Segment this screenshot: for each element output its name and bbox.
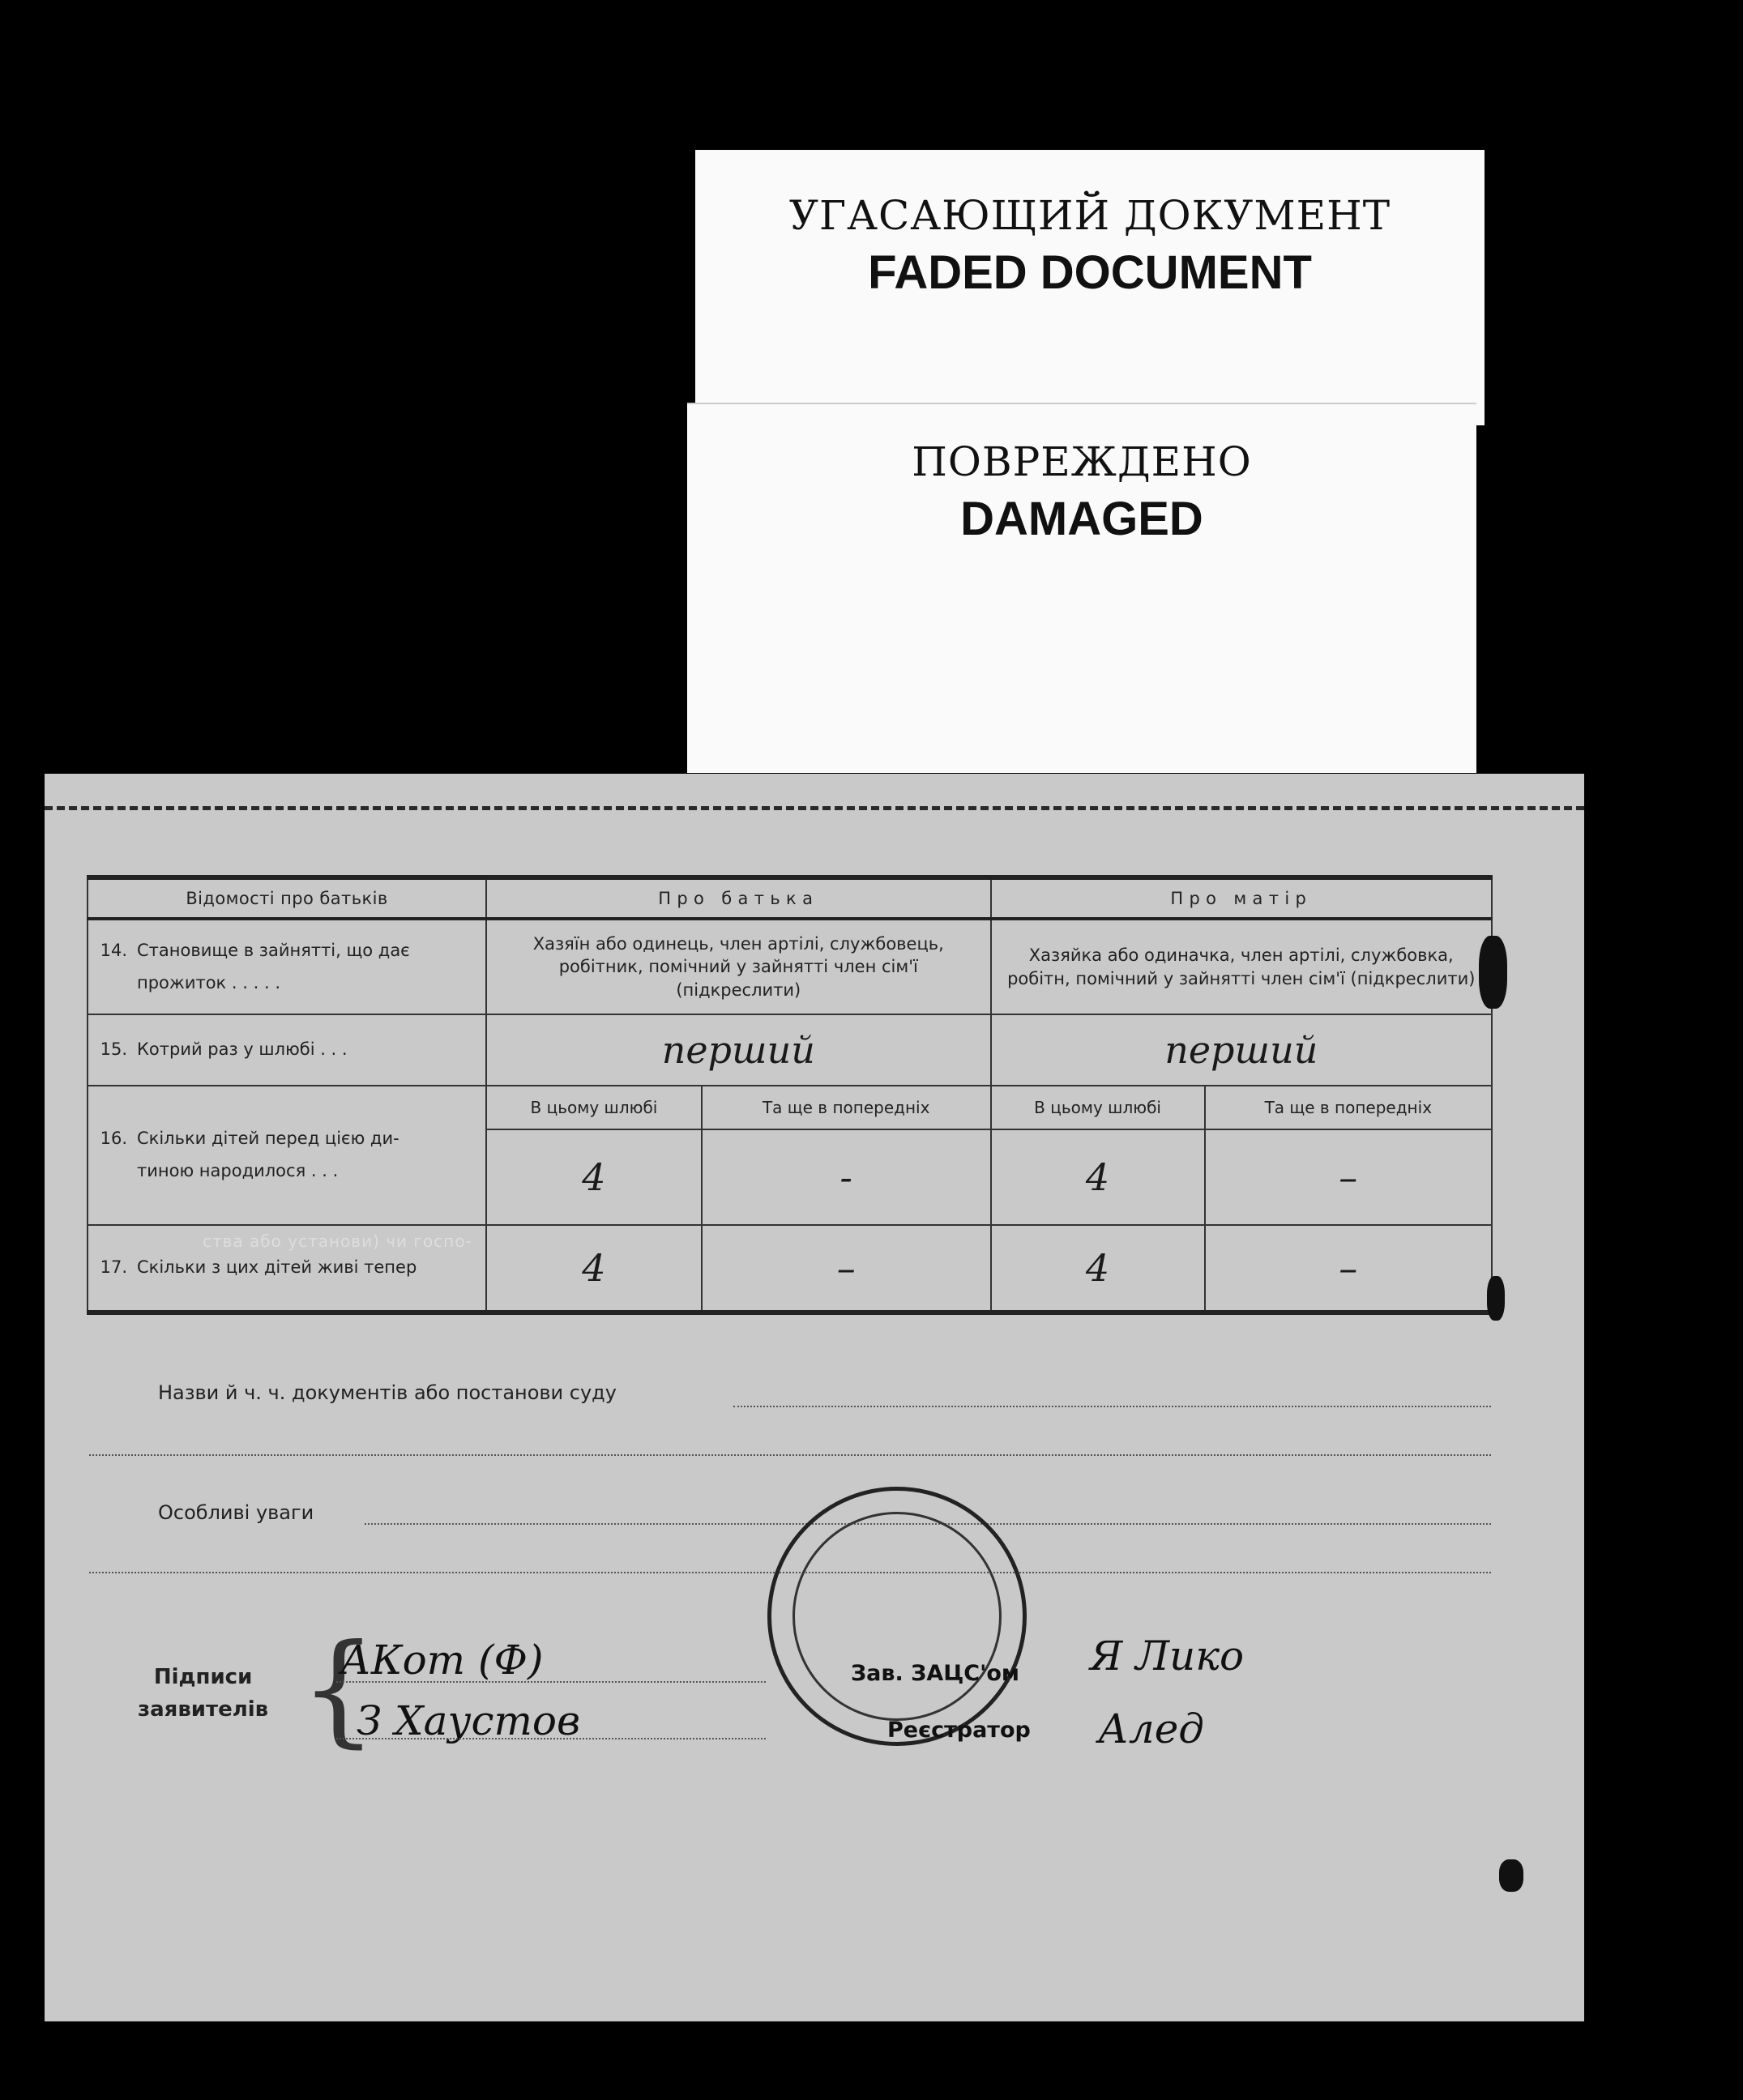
applicant-signature-1: АКот (Ф) — [340, 1637, 544, 1684]
damaged-document-card — [687, 403, 1476, 773]
form-sheet — [45, 774, 1584, 2021]
row-16-father-this: 4 — [486, 1129, 702, 1225]
header-parents-info: Відомості про батьків — [88, 877, 486, 919]
row-17-father-previous: – — [702, 1225, 991, 1312]
table-header-row — [88, 877, 1492, 919]
registrar-label: Реєстратор — [887, 1718, 1031, 1743]
row-15-label: 15. Котрий раз у шлюбі . . . — [88, 1014, 486, 1086]
damaged-notice-en: DAMAGED — [960, 493, 1203, 545]
header-father: Про батька — [486, 877, 991, 919]
official-signature-1: Я Лико — [1090, 1633, 1245, 1680]
official-signature-2: Алед — [1098, 1705, 1204, 1752]
subheader-father-previous: Та ще в попередніх — [702, 1086, 991, 1129]
row-14-label: 14. Становище в зайнятті, що дає прожиток . . . . . — [88, 919, 486, 1014]
row-16-mother-this: 4 — [991, 1129, 1205, 1225]
row-14-father-options: Хазяїн або одинець, член артілі, службовець, робітник, помічний у зайнятті член сім'ї (підкреслити) — [486, 919, 991, 1014]
header-mother: Про матір — [991, 877, 1492, 919]
row-subheaders — [88, 1086, 1492, 1129]
applicant-line-2 — [336, 1738, 766, 1739]
row-17-mother-previous: – — [1205, 1225, 1492, 1312]
row-14-mother-options: Хазяйка або одиначка, член артілі, службовка, робітн, помічний у зайнятті член сім'ї (підкреслити) — [991, 919, 1492, 1014]
row-16-label: 16. Скільки дітей перед цією ди- тиною народилося . . . — [88, 1086, 486, 1225]
subheader-mother-previous: Та ще в попередніх — [1205, 1086, 1492, 1129]
damaged-notice-ru: ПОВРЕЖДЕНО — [912, 438, 1252, 485]
applicants-signatures-label: Підписи заявителів — [138, 1665, 269, 1722]
brace-symbol: { — [300, 1619, 378, 1760]
faded-document-card — [695, 150, 1485, 425]
row-15 — [88, 1014, 1492, 1086]
row-17-mother-this: 4 — [991, 1225, 1205, 1312]
official-seal — [767, 1487, 1027, 1746]
row-14 — [88, 919, 1492, 1014]
row-15-mother-value: перший — [991, 1014, 1492, 1086]
documents-label: Назви й ч. ч. документів або постанови суду — [158, 1381, 617, 1404]
bottom-text-fragment: ства або установи) чи госпо- — [203, 1231, 472, 1251]
remarks-label: Особливі уваги — [158, 1501, 314, 1524]
perforation-line — [45, 806, 1584, 810]
faded-notice-en: FADED DOCUMENT — [868, 246, 1312, 299]
row-16-father-previous: - — [702, 1129, 991, 1225]
damage-spot — [1499, 1859, 1523, 1892]
faded-notice-ru: УГАСАЮЩИЙ ДОКУМЕНТ — [788, 192, 1391, 239]
row-15-father-value: перший — [486, 1014, 991, 1086]
row-16-mother-previous: – — [1205, 1129, 1492, 1225]
damage-spot — [1479, 936, 1507, 1009]
head-of-registry-label: Зав. ЗАЦС'ом — [851, 1661, 1019, 1686]
damage-spot — [1487, 1276, 1505, 1321]
applicant-line-1 — [336, 1681, 766, 1683]
documents-line — [733, 1406, 1491, 1407]
row-17-father-this: 4 — [486, 1225, 702, 1312]
subheader-mother-this: В цьому шлюбі — [991, 1086, 1205, 1129]
documents-line-2 — [89, 1454, 1491, 1456]
applicant-signature-2: З Хаустов — [357, 1697, 581, 1744]
row-17-label: 17. Скільки з цих дітей живі тепер — [88, 1225, 486, 1312]
subheader-father-this: В цьому шлюбі — [486, 1086, 702, 1129]
